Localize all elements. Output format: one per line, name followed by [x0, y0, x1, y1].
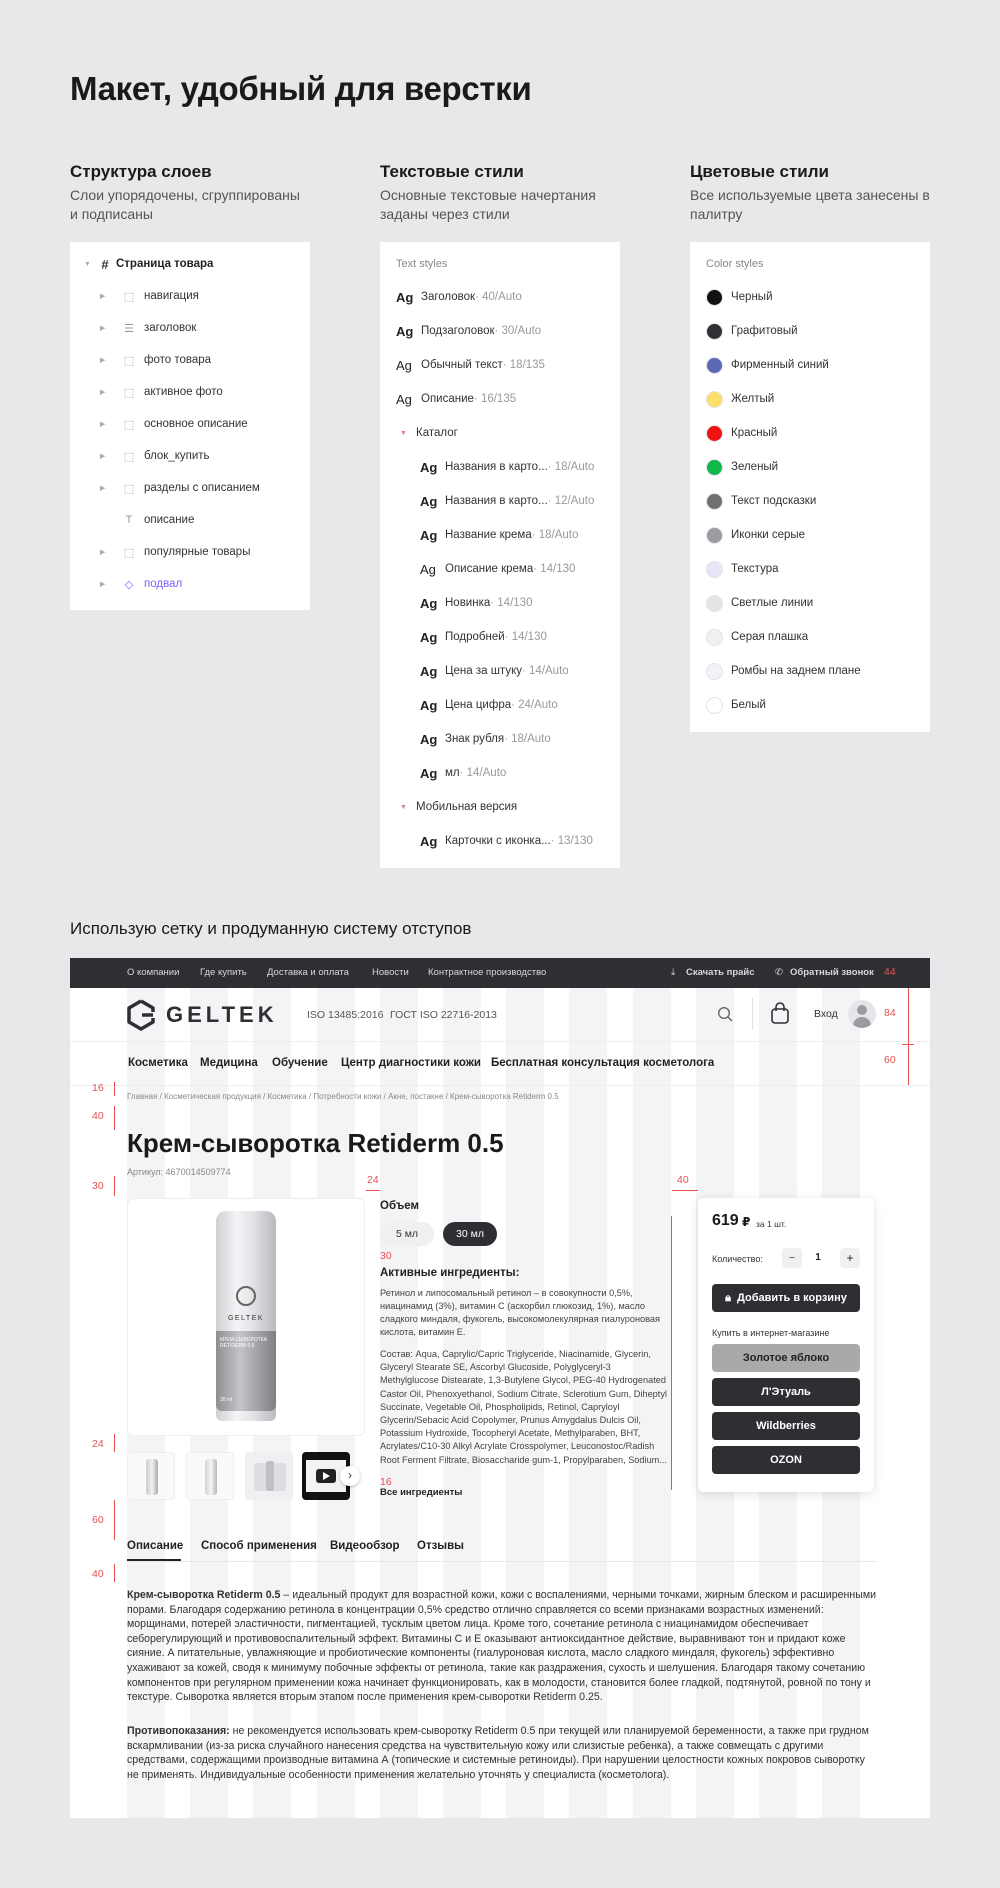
- color-style-item[interactable]: [706, 552, 779, 586]
- color-styles-column-title: Цветовые стили: [690, 162, 829, 181]
- text-style-meta: · 24/Auto: [511, 699, 558, 711]
- color-style-name: Белый: [731, 699, 766, 711]
- text-style-icon: Ag: [420, 561, 436, 577]
- color-style-item[interactable]: [706, 620, 808, 654]
- shop-button-zolotoe-yabloko[interactable]: Золотое яблоко: [712, 1344, 860, 1372]
- layer-item[interactable]: [100, 376, 223, 408]
- volume-label: Объем: [380, 1200, 420, 1212]
- article-number: Артикул: 4670014509774: [127, 1167, 231, 1177]
- color-swatch: [706, 493, 723, 510]
- cert-gost: ГОСТ ISO 22716-2013: [390, 1009, 497, 1021]
- login-link[interactable]: Вход: [814, 1008, 838, 1020]
- tab-reviews[interactable]: Отзывы: [417, 1540, 465, 1552]
- color-style-item[interactable]: [706, 382, 774, 416]
- text-style-name: Заголовок: [421, 291, 476, 303]
- layer-label: популярные товары: [144, 546, 251, 558]
- color-style-name: Ромбы на заднем плане: [731, 665, 861, 677]
- text-style-icon: Ag: [420, 493, 438, 509]
- color-swatch: [706, 391, 723, 408]
- color-style-item[interactable]: [706, 654, 861, 688]
- topbar-link-news[interactable]: Новости: [372, 967, 409, 978]
- color-style-name: Красный: [731, 427, 778, 439]
- layer-label: подвал: [144, 578, 183, 590]
- color-style-item[interactable]: [706, 450, 778, 484]
- spacing-label-16: 16: [92, 1082, 104, 1094]
- price-per-unit: за 1 шт.: [756, 1219, 787, 1229]
- text-lines-icon: ☰: [124, 322, 134, 335]
- layer-label: навигация: [144, 290, 199, 302]
- color-style-name: Светлые линии: [731, 597, 814, 609]
- spacing-label-30b: 30: [380, 1250, 392, 1262]
- logo-text[interactable]: GELTEK: [166, 1002, 278, 1027]
- text-style-icon: Ag: [420, 731, 438, 747]
- search-icon[interactable]: [717, 1006, 733, 1022]
- text-style-meta: · 14/Auto: [459, 767, 507, 779]
- description-bold: Крем-сыворотка Retiderm 0.5: [127, 1589, 281, 1601]
- text-style-group[interactable]: [400, 416, 458, 450]
- text-style-name: Подробней: [445, 631, 505, 643]
- frame-icon: ⬚: [123, 418, 135, 431]
- text-style-meta: · 14/130: [504, 631, 547, 643]
- caret-right-icon[interactable]: ▶: [100, 389, 106, 396]
- text-style-icon: Ag: [420, 697, 438, 713]
- text-style-item[interactable]: [420, 722, 551, 756]
- caret-down-icon: ▼: [400, 803, 407, 811]
- frame-hash-icon: #: [101, 256, 109, 272]
- text-styles-column-subtitle: Основные текстовые начертания заданы через стили: [380, 187, 596, 222]
- layer-item[interactable]: [100, 568, 182, 600]
- text-style-name: Обычный текст: [421, 359, 503, 371]
- color-styles-column-subtitle: Все используемые цвета занесены в палитру: [690, 187, 930, 222]
- spacing-label-24: 24: [92, 1438, 104, 1450]
- frame-icon: ⬚: [123, 482, 135, 495]
- layer-label: Страница товара: [116, 258, 214, 270]
- text-style-group[interactable]: [400, 790, 517, 824]
- text-style-meta: · 14/130: [533, 563, 576, 575]
- text-style-name: Цена за штуку: [445, 665, 522, 677]
- text-style-icon: Ag: [396, 289, 414, 305]
- text-style-item[interactable]: [396, 314, 541, 348]
- color-style-item[interactable]: [706, 314, 798, 348]
- text-style-item[interactable]: [420, 450, 594, 484]
- caret-right-icon[interactable]: ▶: [100, 357, 106, 364]
- color-styles-panel: [690, 242, 930, 732]
- layer-label: описание: [144, 514, 195, 526]
- text-style-meta: · 13/130: [550, 835, 593, 847]
- caret-right-icon[interactable]: ▶: [100, 293, 106, 300]
- layer-item[interactable]: [100, 280, 199, 312]
- quantity-plus-button[interactable]: +: [840, 1248, 860, 1268]
- play-icon: [316, 1469, 336, 1483]
- description-paragraph: [127, 1588, 877, 1705]
- nav-education[interactable]: Обучение: [272, 1057, 328, 1069]
- caret-right-icon[interactable]: ▶: [100, 325, 106, 332]
- cart-bag-icon[interactable]: [770, 1002, 790, 1024]
- layer-item[interactable]: [100, 408, 248, 440]
- shop-button-letoile[interactable]: Л'Этуаль: [712, 1378, 860, 1406]
- layer-label: заголовок: [144, 322, 197, 334]
- text-style-group-label: Мобильная версия: [416, 801, 518, 813]
- spacing-label-24b: 24: [367, 1174, 379, 1186]
- contraindications-text: не рекомендуется использовать крем-сыворотку Retiderm 0.5 при текущей или планируемой беременности, а также при грудном вскармливании (из-за риска случайного нанесения средства на чувствительную кожу или слизистые ребенка), а также совмещать с другими средствами, содержащими производные витамина А (топические и системные ретиноиды). При нарушении целостности кожных покровов сыворотку не применять. Индивидуальные особенности применения желательно уточнять у специалиста (косметолога).: [127, 1725, 869, 1781]
- add-to-cart-button[interactable]: [712, 1284, 860, 1312]
- volume-option-5ml[interactable]: 5 мл: [380, 1222, 434, 1246]
- spacing-label-60: 60: [884, 1054, 896, 1066]
- color-swatch: [706, 357, 723, 374]
- spacing-label-30: 30: [92, 1180, 104, 1192]
- all-ingredients-link[interactable]: Все ингредиенты: [380, 1487, 463, 1498]
- color-swatch: [706, 697, 723, 714]
- callback-link[interactable]: Обратный звонок: [790, 967, 874, 978]
- text-style-item[interactable]: [420, 484, 594, 518]
- color-style-item[interactable]: [706, 484, 816, 518]
- layer-label: разделы с описанием: [144, 482, 260, 494]
- text-style-item[interactable]: [420, 586, 532, 620]
- text-style-item[interactable]: [420, 688, 558, 722]
- text-style-item[interactable]: [420, 654, 569, 688]
- spacing-label-40c: 40: [677, 1174, 689, 1186]
- thumbnail-1[interactable]: [127, 1452, 175, 1500]
- layer-root[interactable]: [84, 248, 213, 280]
- bottle-image: [216, 1211, 276, 1421]
- text-style-name: Названия в карто...: [445, 495, 548, 507]
- spacing-line: [114, 1106, 115, 1130]
- spacing-line: [366, 1190, 380, 1191]
- nav-consultation[interactable]: Бесплатная консультация косметолога: [491, 1057, 715, 1069]
- caret-right-icon[interactable]: ▶: [100, 549, 106, 556]
- color-style-name: Графитовый: [731, 325, 798, 337]
- avatar[interactable]: [848, 1000, 876, 1028]
- lock-bag-icon: 🔒︎: [725, 1291, 732, 1304]
- text-style-item[interactable]: [420, 518, 578, 552]
- contraindications-bold: Противопоказания:: [127, 1725, 230, 1737]
- text-style-meta: · 14/130: [490, 597, 533, 609]
- color-swatch: [706, 425, 723, 442]
- bottle-volume: 30 ml: [220, 1397, 233, 1403]
- frame-icon: ⬚: [123, 450, 135, 463]
- caret-right-icon[interactable]: ▶: [100, 485, 106, 492]
- spacing-line-vertical: [671, 1216, 672, 1490]
- add-to-cart-label: Добавить в корзину: [737, 1292, 847, 1304]
- text-style-name: Подзаголовок: [421, 325, 495, 337]
- cert-iso: ISO 13485:2016: [307, 1009, 384, 1021]
- text-style-icon: Ag: [420, 527, 438, 543]
- grid-section-title: Использую сетку и продуманную систему отступов: [70, 919, 472, 938]
- tabs-divider: [127, 1561, 877, 1562]
- text-style-item[interactable]: [420, 824, 593, 858]
- text-style-meta: · 14/Auto: [522, 665, 569, 677]
- text-style-name: Цена цифра: [445, 699, 512, 711]
- layer-item[interactable]: [100, 504, 194, 536]
- spacing-label-84: 84: [884, 1007, 896, 1019]
- bottle-logo-icon: [236, 1286, 256, 1306]
- nav-diagnostics[interactable]: Центр диагностики кожи: [341, 1057, 481, 1069]
- color-swatch: [706, 561, 723, 578]
- nav-cosmetics[interactable]: Косметика: [128, 1057, 188, 1069]
- text-style-icon: Ag: [420, 595, 438, 611]
- text-icon: T: [125, 514, 133, 526]
- component-icon: ◇: [124, 578, 134, 591]
- text-style-icon: Ag: [396, 357, 412, 373]
- text-styles-column-title: Текстовые стили: [380, 162, 524, 181]
- layer-label: основное описание: [144, 418, 248, 430]
- frame-icon: ⬚: [123, 386, 135, 399]
- color-style-item[interactable]: [706, 348, 829, 382]
- contraindications-paragraph: [127, 1724, 877, 1782]
- spacing-label-40b: 40: [92, 1568, 104, 1580]
- color-style-name: Черный: [731, 291, 773, 303]
- site-header: [70, 988, 930, 1042]
- color-style-name: Текстура: [731, 563, 779, 575]
- text-style-meta: · 18/Auto: [504, 733, 551, 745]
- color-swatch: [706, 595, 723, 612]
- text-style-meta: · 30/Auto: [494, 325, 542, 337]
- download-price-link[interactable]: Скачать прайс: [686, 967, 755, 978]
- product-page-mockup: [70, 958, 930, 1818]
- text-style-item[interactable]: [396, 280, 522, 314]
- breadcrumb[interactable]: Главная / Косметическая продукция / Косметика / Потребности кожи / Акне, постакне / Крем-сыворотка Retiderm 0.5: [127, 1092, 559, 1101]
- text-styles-panel: [380, 242, 620, 868]
- text-style-item[interactable]: [396, 348, 545, 382]
- text-style-meta: · 40/Auto: [475, 291, 522, 303]
- text-style-group-label: Каталог: [416, 427, 458, 439]
- color-swatch: [706, 629, 723, 646]
- layers-panel: [70, 242, 310, 610]
- layer-item[interactable]: [100, 344, 211, 376]
- layer-label: фото товара: [144, 354, 212, 366]
- text-style-name: Новинка: [445, 597, 491, 609]
- main-nav: [70, 1042, 930, 1086]
- color-swatch: [706, 663, 723, 680]
- chevron-right-icon[interactable]: ›: [340, 1466, 360, 1486]
- color-swatch: [706, 289, 723, 306]
- top-bar: [70, 958, 930, 988]
- text-style-icon: Ag: [420, 629, 438, 645]
- quantity-minus-button[interactable]: −: [782, 1248, 802, 1268]
- thumbnail-3[interactable]: [245, 1452, 293, 1500]
- layer-label: блок_купить: [144, 450, 210, 462]
- text-style-meta: · 12/Auto: [547, 495, 595, 507]
- color-style-item[interactable]: [706, 586, 813, 620]
- spacing-line: [114, 1434, 115, 1452]
- color-style-item[interactable]: [706, 416, 777, 450]
- ingredients-title: Активные ингредиенты:: [380, 1267, 520, 1279]
- text-style-name: Описание крема: [445, 563, 534, 575]
- frame-icon: ⬚: [123, 290, 135, 303]
- spacing-line: [114, 1500, 115, 1540]
- frame-icon: ⬚: [123, 546, 135, 559]
- text-style-meta: · 18/Auto: [531, 529, 579, 541]
- product-title: Крем-сыворотка Retiderm 0.5: [127, 1128, 504, 1158]
- price-value: 619: [712, 1212, 739, 1229]
- color-style-name: Желтый: [731, 393, 775, 405]
- layer-item[interactable]: [100, 472, 260, 504]
- quantity-label: Количество:: [712, 1254, 763, 1264]
- text-style-name: Названия в карто...: [445, 461, 548, 473]
- tab-description[interactable]: Описание: [127, 1540, 184, 1552]
- color-style-item[interactable]: [706, 280, 773, 314]
- spacing-label-40: 40: [92, 1110, 104, 1122]
- tab-usage[interactable]: Способ применения: [201, 1540, 317, 1552]
- color-swatch: [706, 459, 723, 476]
- layer-item[interactable]: [100, 440, 210, 472]
- color-style-name: Текст подсказки: [731, 495, 817, 507]
- description-text: – идеальный продукт для возрастной кожи, кожи с воспалениями, черными точками, жирным блеском и расширенными порами. Благодаря содержанию ретинола в концентрации 0,5% средство отлично справляется со всеми признаками возрастных изменений: морщинами, потерей эластичности, пигментацией, тусклым цветом лица. Кроме того, сочетание ретинола с ниацинамидом обеспечивает себорегулирующий и противовоспалительный эффект. Витамины С и Е оказывают антиоксидантное действие, выравнивают тон и придают коже сияние. А питательные, увлажняющие и пробиотические компоненты (гиалуроновая кислота, масло сладкого миндаля, фукогель) эффективно ухаживают за кожей, сводя к минимуму побочные эффекты от ретинола, такие как раздражения, сухость и шелушения. Благодаря такому сочетанию компонентов при регулярном применении кожа начинает функционировать, как в молодости, становится более гладкой, подтянутой, ровной по тону и текстуре. Сыворотка является вторым этапом после применения крем-сыворотки Retiderm 0.25.: [127, 1589, 877, 1704]
- spacing-line: [114, 1176, 115, 1196]
- text-style-icon: Ag: [420, 459, 438, 475]
- nav-medicine[interactable]: Медицина: [200, 1057, 258, 1069]
- text-style-name: Карточки с иконка...: [445, 835, 551, 847]
- shop-button-wildberries[interactable]: Wildberries: [712, 1412, 860, 1440]
- layer-label: активное фото: [144, 386, 223, 398]
- bottle-label: [216, 1331, 276, 1411]
- color-style-name: Зеленый: [731, 461, 779, 473]
- color-style-name: Иконки серые: [731, 529, 806, 541]
- text-style-name: Описание: [421, 393, 474, 405]
- spacing-label-44: 44: [884, 966, 896, 978]
- layers-column-subtitle: Слои упорядочены, сгруппированы и подписаны: [70, 187, 300, 222]
- color-style-name: Серая плашка: [731, 631, 809, 643]
- caret-down-icon: ▼: [400, 429, 407, 437]
- layer-item[interactable]: [100, 536, 250, 568]
- caret-right-icon[interactable]: ▶: [100, 453, 106, 460]
- thumbnail-2[interactable]: [186, 1452, 234, 1500]
- text-style-icon: Ag: [396, 323, 414, 339]
- text-style-item[interactable]: [420, 552, 575, 586]
- color-swatch: [706, 323, 723, 340]
- bottle-brand: GELTEK: [227, 1315, 265, 1322]
- volume-option-30ml[interactable]: 30 мл: [443, 1222, 497, 1246]
- text-style-item[interactable]: [420, 756, 506, 790]
- text-style-name: Название крема: [445, 529, 532, 541]
- text-style-meta: · 18/Auto: [547, 461, 595, 473]
- shop-button-ozon[interactable]: OZON: [712, 1446, 860, 1474]
- text-style-item[interactable]: [396, 382, 516, 416]
- color-swatch: [706, 527, 723, 544]
- topbar-link-about[interactable]: О компании: [127, 967, 180, 978]
- layer-item[interactable]: [100, 312, 196, 344]
- composition-text: Состав: Aqua, Caprylic/Capric Triglyceride, Niacinamide, Glycerin, Glyceryl Stearate SE, Ascorbyl Glucoside, Polyglyceryl-3 Methylglucose Distearate, 1,3-Butylene Glycol, PEG-40 Hydrogenated Castor Oil, Phenoxyethanol, Sodium Citrate, Sclerotium Gum, Diheptyl Succinate, Vegetable Oil, Phospholipids, Retinol, Capryloyl Glycerin/Sebacic Acid Copolymer, Prunus Amygdalus Dulcis Oil, Potassium Hydroxide, Tocopheryl Acetate, Methylparaben, BHT, Acrylates/C10-30 Alkyl Acrylate Crosspolymer, Leuconostoc/Radish Root Ferment Filtrate, Biosaccharide gum-1, Propylparaben, Sodium...: [380, 1349, 667, 1465]
- header-divider: [752, 998, 753, 1030]
- product-image[interactable]: [127, 1198, 365, 1436]
- text-style-meta: · 16/135: [473, 393, 517, 405]
- phone-icon: ✆: [775, 967, 783, 978]
- tab-video[interactable]: Видеообзор: [330, 1540, 400, 1552]
- buy-online-label: Купить в интернет-магазине: [712, 1328, 830, 1338]
- color-style-item[interactable]: [706, 688, 766, 722]
- text-style-name: Знак рубля: [445, 733, 505, 745]
- spacing-line: [672, 1190, 698, 1191]
- color-styles-header: Color styles: [706, 258, 764, 270]
- buy-card: [698, 1198, 874, 1492]
- color-style-item[interactable]: [706, 518, 805, 552]
- caret-right-icon[interactable]: ▶: [100, 581, 106, 588]
- download-icon: ⤓: [671, 967, 676, 978]
- text-style-name: мл: [445, 767, 460, 779]
- text-style-icon: Ag: [420, 765, 438, 781]
- caret-down-icon: ▼: [84, 260, 91, 268]
- caret-right-icon[interactable]: ▶: [100, 421, 106, 428]
- spacing-line: [114, 1082, 115, 1096]
- topbar-link-contract[interactable]: Контрактное производство: [428, 967, 547, 978]
- text-style-icon: Ag: [420, 663, 438, 679]
- topbar-link-where-buy[interactable]: Где купить: [200, 967, 247, 978]
- quantity-value[interactable]: 1: [815, 1252, 821, 1263]
- geltek-logo-icon: [126, 999, 156, 1031]
- bottle-name: КРЕМ-СЫВОРОТКА RETIDERM 0.5: [220, 1337, 267, 1349]
- currency-sign: ₽: [742, 1215, 751, 1229]
- layers-column-title: Структура слоев: [70, 162, 212, 181]
- text-styles-header: Text styles: [396, 258, 448, 270]
- spacing-label-60b: 60: [92, 1514, 104, 1526]
- spacing-line: [114, 1564, 115, 1582]
- text-style-icon: Ag: [396, 391, 412, 407]
- page-title: Макет, удобный для верстки: [70, 70, 532, 107]
- spacing-label-16b: 16: [380, 1476, 392, 1488]
- ingredients-text: Ретинол и липосомальный ретинол – в совокупности 0,5%, ниацинамид (3%), витамин С (аскорбил глюкозид, 1%), масло сладкого миндаля, фукогель, высокомолекулярная гиалуроновая кислота, витамин Е.: [380, 1288, 660, 1337]
- color-style-name: Фирменный синий: [731, 359, 829, 371]
- text-style-meta: · 18/135: [502, 359, 545, 371]
- frame-icon: ⬚: [123, 354, 135, 367]
- text-style-item[interactable]: [420, 620, 547, 654]
- topbar-link-delivery[interactable]: Доставка и оплата: [267, 967, 349, 978]
- text-style-icon: Ag: [420, 833, 438, 849]
